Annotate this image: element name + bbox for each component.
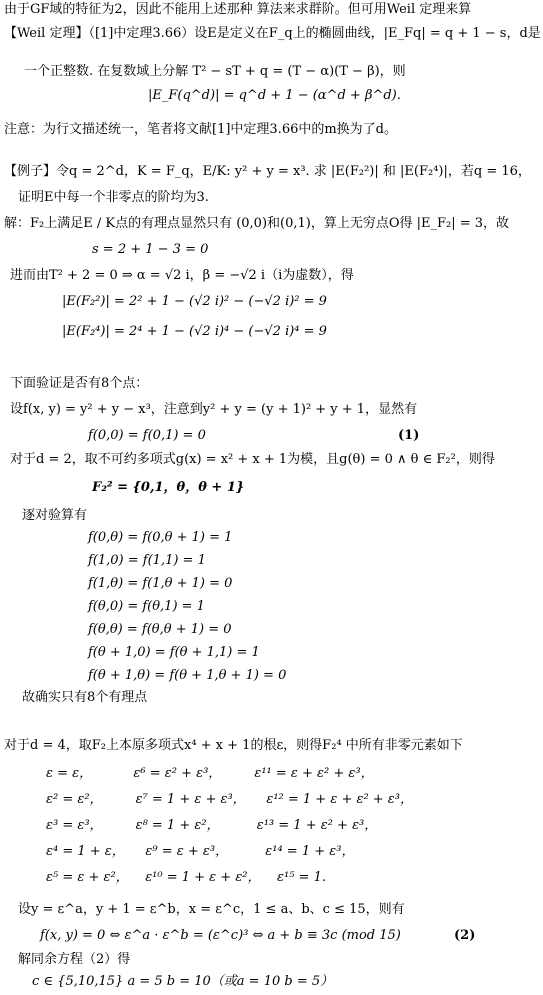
pairwise-check-label: 逐对验算有 [22, 508, 88, 523]
element-row: ε = ε， ε⁶ = ε² + ε³， ε¹¹ = ε + ε² + ε³， [46, 766, 374, 781]
conclusion-8-points: 故确实只有8个有理点 [22, 690, 148, 705]
element-row: ε³ = ε³， ε⁸ = 1 + ε²， ε¹³ = 1 + ε² + ε³， [46, 818, 378, 833]
weil-theorem-statement: 【Weil 定理】（[1]中定理3.66）设E是定义在F_q上的椭圆曲线，|E_Fq| = q + 1 − s，d是 [4, 26, 541, 41]
element-row: ε² = ε²， ε⁷ = 1 + ε + ε³， ε¹² = 1 + ε + ε² + ε³， [46, 792, 413, 807]
example-heading: 【例子】令q = 2^d，K = F_q，E/K: y² + y = x³. 求 |E(F₂²)| 和 |E(F₂⁴)|，若q = 16， [4, 164, 531, 179]
paragraph-intro: 由于GF域的特征为2，因此不能用上述那种 算法来求群阶。但可用Weil 定理来算 [4, 2, 472, 17]
case-d2: 对于d = 2，取不可约多项式g(x) = x² + x + 1为模，且g(θ) = 0 ∧ θ ∈ F₂²，则得 [10, 452, 495, 467]
verify-heading: 下面验证是否有8个点： [10, 376, 149, 391]
check-row: f(θ,θ) = f(θ,θ + 1) = 0 [88, 622, 232, 637]
case-d4: 对于d = 4，取F₂上本原多项式x⁴ + x + 1的根ε，则得F₂⁴ 中所有非零元素如下 [4, 738, 463, 753]
solution-roots: 进而由T² + 2 = 0 ⇒ α = √2 i，β = −√2 i（i为虚数），得 [10, 268, 354, 283]
element-row: ε⁵ = ε + ε²， ε¹⁰ = 1 + ε + ε²， ε¹⁵ = 1. [46, 870, 326, 885]
check-row: f(1,0) = f(1,1) = 1 [88, 553, 206, 568]
note: 注意：为行文描述统一，笔者将文献[1]中定理3.66中的m换为了d。 [4, 122, 398, 137]
define-f: 设f(x, y) = y² + y − x³，注意到y² + y = (y + 1)² + y + 1，显然有 [10, 402, 418, 417]
substitution: 设y = ε^a，y + 1 = ε^b，x = ε^c，1 ≤ a、b、c ≤ 15，则有 [18, 902, 405, 917]
check-row: f(0,θ) = f(0,θ + 1) = 1 [88, 530, 233, 545]
example-claim: 证明E中每一个非零点的阶均为3. [18, 190, 209, 205]
check-row: f(1,θ) = f(1,θ + 1) = 0 [88, 576, 233, 591]
solution-s-value: s = 2 + 1 − 3 = 0 [92, 242, 209, 257]
weil-formula: |E_F(q^d)| = q^d + 1 − (α^d + β^d). [148, 88, 401, 103]
congruence-solution: c ∈ {5,10,15} a = 5 b = 10（或a = 10 b = 5） [32, 974, 334, 989]
equation-2: f(x, y) = 0 ⇔ ε^a · ε^b = (ε^c)³ ⇔ a + b ≡ 3c (mod 15) [40, 928, 401, 943]
order-f2-4: |E(F₂⁴)| = 2⁴ + 1 − (√2 i)⁴ − (−√2 i)⁴ = 9 [62, 324, 327, 339]
equation-1: f(0,0) = f(0,1) = 0 [88, 428, 206, 443]
check-row: f(θ + 1,θ) = f(θ + 1,θ + 1) = 0 [88, 668, 287, 683]
weil-theorem-continued: 一个正整数. 在复数域上分解 T² − sT + q = (T − α)(T − β)，则 [24, 64, 406, 79]
check-row: f(θ,0) = f(θ,1) = 1 [88, 599, 205, 614]
field-f4-elements: F₂² = {0,1，θ，θ + 1} [92, 480, 245, 495]
check-row: f(θ + 1,0) = f(θ + 1,1) = 1 [88, 645, 260, 660]
order-f2-2: |E(F₂²)| = 2² + 1 − (√2 i)² − (−√2 i)² = 9 [62, 294, 327, 309]
equation-number-1: (1) [398, 428, 420, 443]
solution-line-1: 解：F₂上满足E / K点的有理点显然只有 (0,0)和(0,1)，算上无穷点O得 |E_F₂| = 3，故 [4, 216, 510, 231]
element-row: ε⁴ = 1 + ε， ε⁹ = ε + ε³， ε¹⁴ = 1 + ε³， [46, 844, 355, 859]
equation-number-2: (2) [454, 928, 476, 943]
solve-congruence: 解同余方程（2）得 [18, 952, 131, 967]
